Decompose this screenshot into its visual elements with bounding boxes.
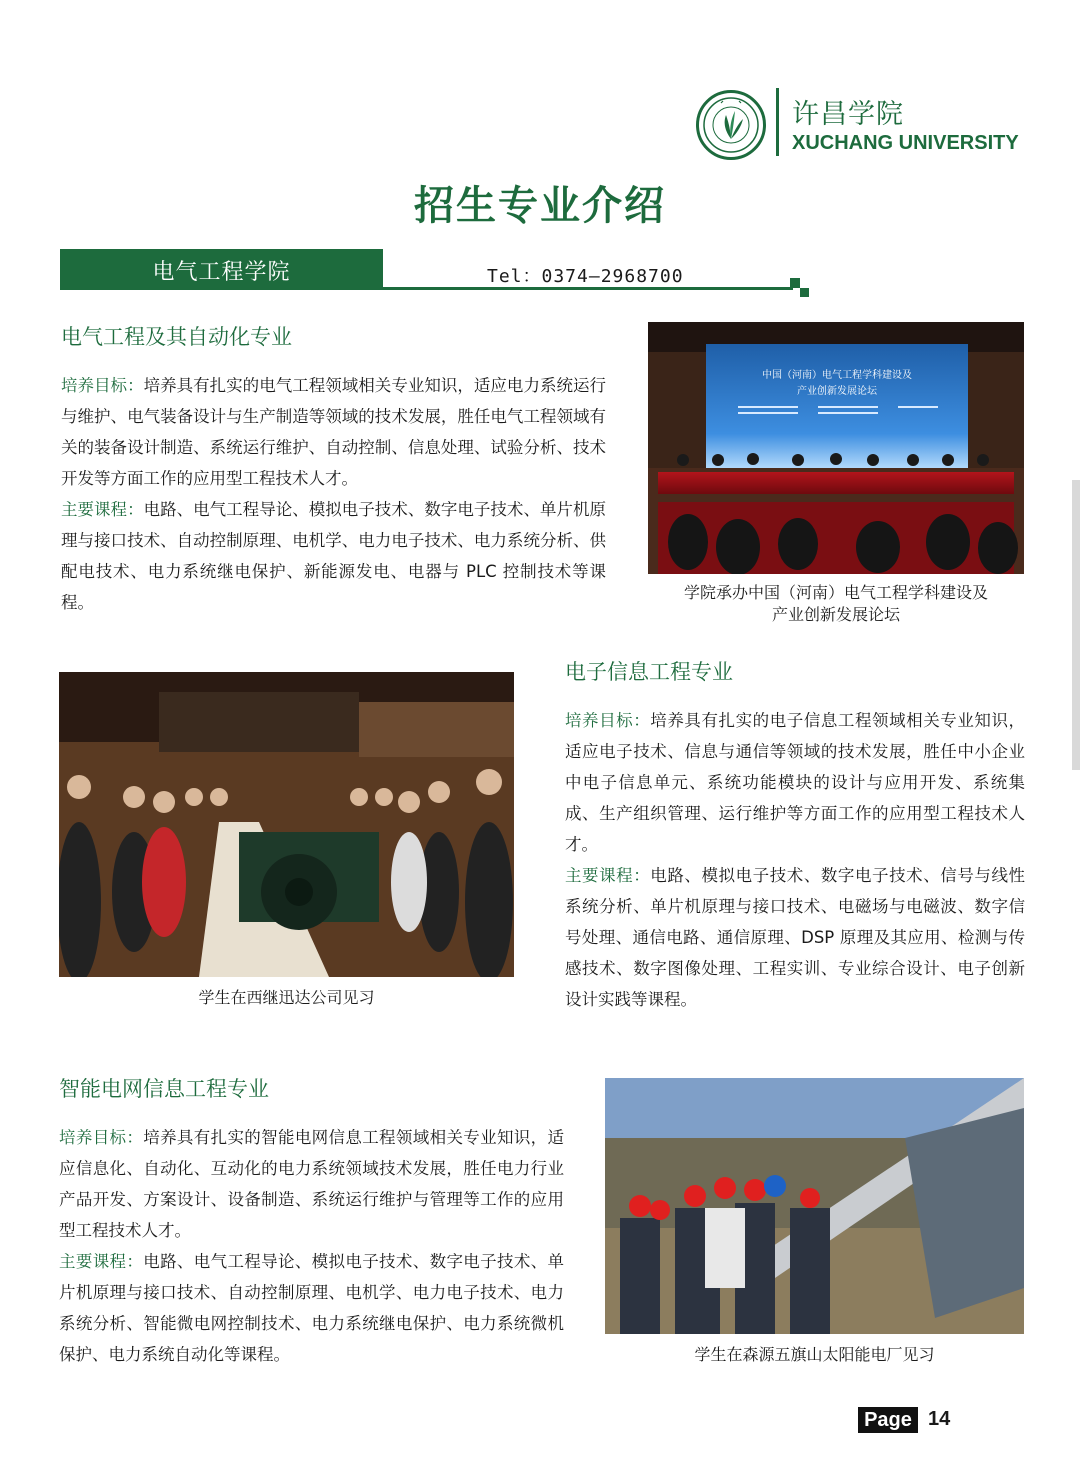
- factory-photo: [59, 672, 514, 977]
- page-number: 14: [928, 1408, 951, 1430]
- forum-photo: [648, 322, 1024, 574]
- major-title: 智能电网信息工程专业: [59, 1077, 269, 1101]
- major-description: [61, 370, 606, 618]
- course-label: 主要课程：: [59, 1252, 144, 1271]
- goal-text: 培养具有扎实的电气工程领域相关专业知识，适应电力系统运行与维护、电气装备设计与生产制造等领域的技术发展，胜任电气工程领域有关的装备设计制造、系统运行维护、自动控制、信息处理、试验分析、技术开发等方面工作的应用型工程技术人才。: [61, 376, 606, 488]
- logo-divider: [776, 88, 779, 156]
- decor-square: [790, 278, 800, 288]
- solar-plant-photo: [605, 1078, 1024, 1334]
- forum-photo-caption: [648, 582, 1024, 626]
- course-text: 电路、模拟电子技术、数字电子技术、信号与线性系统分析、单片机原理与接口技术、电磁场与电磁波、数字信号处理、通信电路、通信原理、DSP 原理及其应用、检测与传感技术、数字图像处理、工程实训、专业综合设计、电子创新设计实践等课程。: [565, 866, 1026, 1009]
- major-description: [59, 1122, 564, 1370]
- page-title: 招生专业介绍: [414, 183, 666, 229]
- goal-text: 培养具有扎实的电子信息工程领域相关专业知识，适应电子技术、信息与通信等领域的技术发展，胜任中小企业中电子信息单元、系统功能模块的设计与应用开发、系统集成、生产组织管理、运行维护等方面工作的应用型工程技术人才。: [565, 711, 1026, 854]
- major-title: 电子信息工程专业: [565, 660, 733, 684]
- goal-label: 培养目标：: [61, 376, 144, 395]
- goal-text: 培养具有扎实的智能电网信息工程领域相关专业知识，适应信息化、自动化、互动化的电力系统领域技术发展，胜任电力行业产品开发、方案设计、设备制造、系统运行维护与管理等工作的应用型工程技术人才。: [59, 1128, 565, 1240]
- screen-title-line2: 产业创新发展论坛: [797, 386, 877, 397]
- college-name: 电气工程学院: [152, 260, 291, 285]
- page-edge-shadow: [1072, 480, 1080, 770]
- college-tel: Tel：0374—2968700: [487, 266, 684, 287]
- screen-title-line1: 中国（河南）电气工程学科建设及: [762, 370, 912, 381]
- factory-photo-caption: 学生在西继迅达公司见习: [198, 988, 375, 1007]
- course-text: 电路、电气工程导论、模拟电子技术、数字电子技术、单片机原理与接口技术、自动控制原理、电机学、电力电子技术、电力系统分析、供配电技术、电力系统继电保护、新能源发电、电器与 PLC 控制技术等课程。: [61, 500, 606, 612]
- page-label: Page: [858, 1407, 918, 1433]
- goal-label: 培养目标：: [565, 711, 651, 730]
- course-label: 主要课程：: [565, 866, 651, 885]
- university-seal-logo: [696, 90, 766, 160]
- course-label: 主要课程：: [61, 500, 144, 519]
- major-description: [565, 705, 1025, 1015]
- goal-label: 培养目标：: [59, 1128, 144, 1147]
- decor-square: [800, 288, 809, 297]
- caption-line: 学院承办中国（河南）电气工程学科建设及: [683, 583, 988, 602]
- solar-photo-caption: 学生在森源五旗山太阳能电厂见习: [694, 1345, 935, 1364]
- major-title: 电气工程及其自动化专业: [61, 325, 292, 349]
- university-name-en: XUCHANG UNIVERSITY: [792, 132, 1019, 154]
- university-name-cn: 许昌学院: [792, 99, 904, 130]
- course-text: 电路、电气工程导论、模拟电子技术、数字电子技术、单片机原理与接口技术、自动控制原理、电机学、电力电子技术、电力系统分析、智能微电网控制技术、电力系统继电保护、电力系统微机保护、电力系统自动化等课程。: [59, 1252, 565, 1364]
- caption-line: 产业创新发展论坛: [771, 605, 900, 624]
